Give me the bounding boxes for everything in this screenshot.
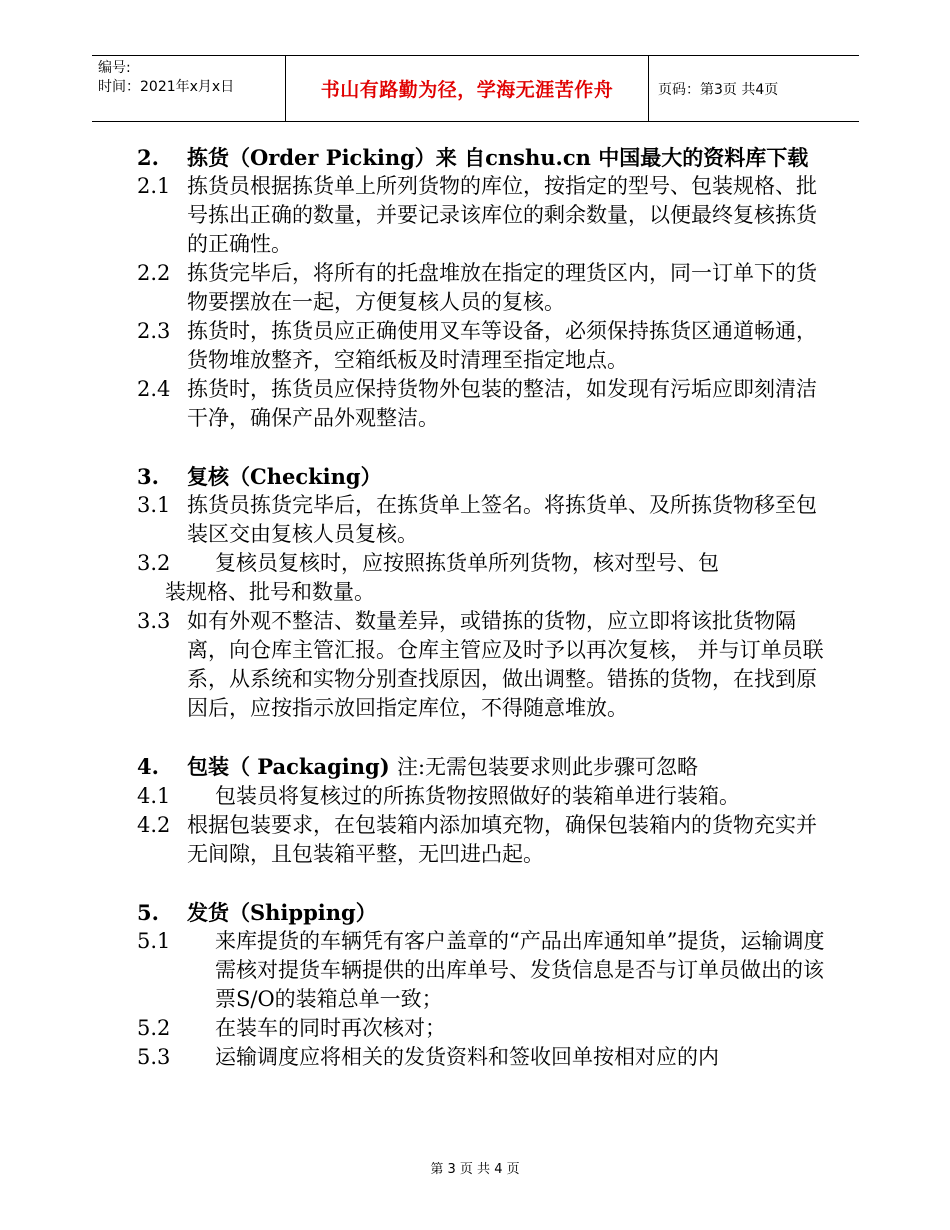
list-item — [137, 927, 827, 1014]
section-note: 注:无需包装要求则此步骤可忽略 — [396, 755, 699, 779]
header-page-cell — [649, 56, 859, 121]
item-number: 4.2 — [137, 813, 171, 837]
item-number: 3.3 — [137, 609, 171, 633]
spacer — [137, 869, 827, 898]
item-text: 根据包装要求，在包装箱内添加填充物，确保包装箱内的货物充实并无间隙，且包装箱平整，无凹进凸起。 — [187, 813, 817, 866]
section-number: 4. — [137, 754, 159, 779]
header-page-info: 页码：第3页 共4页 — [658, 81, 779, 98]
list-item — [137, 172, 827, 259]
section-number: 3. — [137, 464, 159, 489]
item-number: 5.3 — [137, 1045, 171, 1069]
item-text: 拣货员根据拣货单上所列货物的库位，按指定的型号、包装规格、批号拣出正确的数量，并要记录该库位的剩余数量，以便最终复核拣货的正确性。 — [187, 174, 817, 256]
item-number: 2.2 — [137, 261, 171, 285]
item-text: 来库提货的车辆凭有客户盖章的“产品出库通知单”提货，运输调度需核对提货车辆提供的出库单号、发货信息是否与订单员做出的该票S/O的装箱总单一致； — [215, 929, 825, 1011]
list-item — [137, 491, 827, 549]
item-text: 拣货时，拣货员应正确使用叉车等设备，必须保持拣货区通道畅通，货物堆放整齐，空箱纸板及时清理至指定地点。 — [187, 319, 817, 372]
page-header — [92, 55, 859, 122]
item-number: 5.2 — [137, 1016, 171, 1040]
item-text: 拣货时，拣货员应保持货物外包装的整洁，如发现有污垢应即刻清洁干净，确保产品外观整洁。 — [187, 377, 817, 430]
page-footer: 第 3 页 共 4 页 — [430, 1162, 520, 1177]
list-item — [137, 607, 827, 723]
item-number: 3.2 — [137, 551, 171, 575]
section-number: 5. — [137, 900, 159, 925]
item-text-continuation: 装规格、批号和数量。 — [165, 580, 375, 604]
item-number: 3.1 — [137, 493, 171, 517]
list-item — [137, 1014, 827, 1043]
list-item — [137, 375, 827, 433]
spacer — [137, 433, 827, 462]
spacer — [137, 723, 827, 752]
section-title: 包装（ Packaging) — [187, 754, 390, 779]
item-number: 2.4 — [137, 377, 171, 401]
document-body — [137, 143, 827, 1072]
list-item — [137, 317, 827, 375]
section-title: 复核（Checking） — [187, 464, 382, 489]
header-motto: 书山有路勤为径，学海无涯苦作舟 — [320, 79, 614, 101]
list-item — [137, 1043, 827, 1072]
item-number: 4.1 — [137, 784, 171, 808]
section-heading — [137, 462, 827, 491]
item-text: 包装员将复核过的所拣货物按照做好的装箱单进行装箱。 — [215, 784, 740, 808]
section-heading — [137, 752, 827, 782]
header-number-label: 编号: — [98, 60, 131, 76]
item-text: 在装车的同时再次核对； — [215, 1016, 446, 1040]
item-text: 拣货员拣货完毕后，在拣货单上签名。将拣货单、及所拣货物移至包装区交由复核人员复核。 — [187, 493, 817, 546]
section-heading — [137, 143, 827, 172]
item-text: 运输调度应将相关的发货资料和签收回单按相对应的内 — [215, 1045, 719, 1069]
item-number: 2.3 — [137, 319, 171, 343]
header-date: 时间：2021年x月x日 — [98, 79, 235, 95]
section-number: 2. — [137, 145, 159, 170]
list-item — [137, 549, 827, 607]
list-item — [137, 259, 827, 317]
section-heading — [137, 898, 827, 927]
header-meta — [92, 56, 286, 121]
list-item — [137, 782, 827, 811]
item-text: 如有外观不整洁、数量差异，或错拣的货物，应立即将该批货物隔离，向仓库主管汇报。仓库主管应及时予以再次复核， 并与订单员联系，从系统和实物分别查找原因，做出调整。错拣的货物，在找到原因后，应按指示放回指定库位，不得随意堆放。 — [187, 609, 824, 720]
list-item — [137, 811, 827, 869]
item-text: 拣货完毕后，将所有的托盘堆放在指定的理货区内，同一订单下的货物要摆放在一起，方便复核人员的复核。 — [187, 261, 817, 314]
item-number: 5.1 — [137, 929, 171, 953]
item-number: 2.1 — [137, 174, 171, 198]
header-motto-cell — [286, 56, 649, 121]
item-text: 复核员复核时，应按照拣货单所列货物，核对型号、包 — [215, 551, 719, 575]
section-title: 发货（Shipping） — [187, 900, 377, 925]
section-title: 拣货（Order Picking）来 自cnshu.cn 中国最大的资料库下载 — [187, 145, 809, 170]
